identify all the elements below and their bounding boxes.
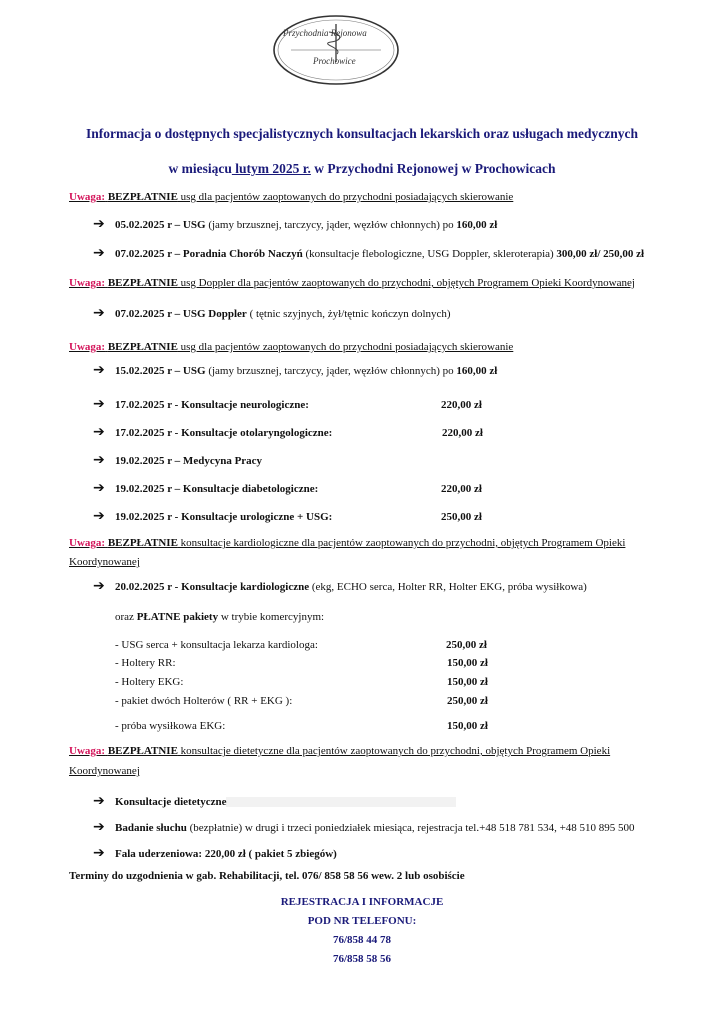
subtitle-part: w Przychodni Rejonowej w Prochowicach — [310, 161, 556, 176]
package-name: - Holtery RR: — [115, 657, 176, 669]
uwaga-label: Uwaga: — [69, 191, 106, 203]
item-desc: (jamy brzusznej, tarczycy, jąder, węzłów chłonnych) po — [205, 365, 457, 377]
arrow-right-icon: ➔ — [93, 245, 105, 261]
section-note — [69, 745, 610, 757]
item-desc: (ekg, ECHO serca, Holter RR, Holter EKG, próba wysiłkowa) — [309, 581, 587, 593]
footer-line: POD NR TELEFONU: — [307, 915, 417, 927]
list-item — [93, 362, 498, 378]
note-text: konsultacje kardiologiczne dla pacjentów zaoptowanych do przychodni, objętych Programem Opieki — [177, 537, 626, 549]
uwaga-label: Uwaga: — [69, 537, 106, 549]
package-name: - pakiet dwóch Holterów ( RR + EKG ): — [115, 695, 293, 707]
arrow-right-icon: ➔ — [93, 819, 105, 835]
arrow-right-icon: ➔ — [93, 305, 105, 321]
package-price: 150,00 zł — [447, 676, 488, 688]
list-item — [93, 793, 227, 809]
free-label: BEZPŁATNIE — [107, 191, 178, 203]
subtitle-month: lutym 2025 r. — [231, 161, 311, 176]
text: oraz — [115, 611, 137, 623]
arrow-right-icon: ➔ — [93, 216, 105, 232]
item-title: 15.02.2025 r – USG — [115, 365, 206, 377]
list-item — [93, 216, 498, 232]
item-price: 220,00 zł — [441, 399, 482, 411]
section-note — [69, 191, 513, 203]
package-price: 250,00 zł — [446, 639, 487, 651]
terms-note: Terminy do uzgodnienia w gab. Rehabilitacji, tel. 076/ 858 58 56 wew. 2 lub osobiście — [69, 870, 465, 882]
note-text: usg Doppler dla pacjentów zaoptowanych do przychodni, objętych Programem Opieki Koordynowanej — [177, 277, 635, 289]
arrow-right-icon: ➔ — [93, 578, 105, 594]
list-item — [93, 396, 309, 412]
arrow-right-icon: ➔ — [93, 845, 105, 861]
package-name: - próba wysiłkowa EKG: — [115, 720, 226, 732]
free-label: BEZPŁATNIE — [107, 341, 178, 353]
uwaga-label: Uwaga: — [69, 277, 106, 289]
logo-line1: Przychodnia Rejonowa — [283, 28, 367, 38]
list-item — [93, 424, 333, 440]
item-title: 17.02.2025 r - Konsultacje otolaryngologiczne: — [115, 427, 333, 439]
list-item — [93, 819, 635, 835]
item-title: 05.02.2025 r – USG — [115, 219, 206, 231]
arrow-right-icon: ➔ — [93, 396, 105, 412]
page-title: Informacja o dostępnych specjalistycznych konsultacjach lekarskich oraz usługach medycznych — [86, 126, 638, 141]
item-title: 07.02.2025 r – Poradnia Chorób Naczyń — [115, 248, 303, 260]
page-subtitle — [0, 161, 724, 177]
free-label: BEZPŁATNIE — [107, 537, 178, 549]
item-desc: (jamy brzusznej, tarczycy, jąder, węzłów chłonnych) po — [205, 219, 457, 231]
arrow-right-icon: ➔ — [93, 793, 105, 809]
package-price: 150,00 zł — [447, 720, 488, 732]
arrow-right-icon: ➔ — [93, 424, 105, 440]
list-item — [93, 452, 263, 468]
package-price: 250,00 zł — [447, 695, 488, 707]
section-note — [69, 537, 625, 549]
package-name: - Holtery EKG: — [115, 676, 184, 688]
item-price: 220,00 zł — [442, 427, 483, 439]
paid-label: PŁATNE pakiety — [136, 611, 219, 623]
arrow-right-icon: ➔ — [93, 452, 105, 468]
item-desc: ( tętnic szyjnych, żył/tętnic kończyn dolnych) — [246, 308, 451, 320]
text: w trybie komercyjnym: — [218, 611, 325, 623]
item-title: Badanie słuchu — [115, 822, 187, 834]
phone-number: 76/858 58 56 — [332, 953, 392, 965]
uwaga-label: Uwaga: — [69, 745, 106, 757]
item-desc: (bezpłatnie) w drugi i trzeci poniedziałek miesiąca, rejestracja tel.+48 518 781 534, +48 510 895 500 — [186, 822, 635, 834]
list-item — [93, 578, 587, 594]
item-price: 250,00 zł — [441, 511, 482, 523]
list-item — [93, 845, 337, 861]
item-title: 17.02.2025 r - Konsultacje neurologiczne: — [115, 399, 309, 411]
paid-packages-heading — [115, 611, 324, 623]
package-name: - USG serca + konsultacja lekarza kardiologa: — [115, 639, 318, 651]
item-title: 19.02.2025 r – Konsultacje diabetologiczne: — [115, 483, 319, 495]
item-price: 220,00 zł — [441, 483, 482, 495]
item-title: 19.02.2025 r – Medycyna Pracy — [115, 455, 263, 467]
item-title: Fala uderzeniowa: 220,00 zł ( pakiet 5 zbiegów) — [115, 848, 337, 860]
note-text-cont: Koordynowanej — [69, 765, 140, 777]
note-text: usg dla pacjentów zaoptowanych do przychodni posiadających skierowanie — [177, 341, 514, 353]
phone-number: 76/858 44 78 — [332, 934, 392, 946]
arrow-right-icon: ➔ — [93, 480, 105, 496]
free-label: BEZPŁATNIE — [107, 277, 178, 289]
free-label: BEZPŁATNIE — [107, 745, 178, 757]
item-price: 160,00 zł — [456, 219, 498, 231]
logo-line2: Prochowice — [313, 56, 356, 66]
list-item — [93, 305, 451, 321]
item-price: 160,00 zł — [456, 365, 498, 377]
note-text-cont: Koordynowanej — [69, 556, 140, 568]
footer-line: REJESTRACJA I INFORMACJE — [280, 896, 444, 908]
list-item — [93, 480, 319, 496]
list-item — [93, 508, 333, 524]
item-desc: (konsultacje flebologiczne, USG Doppler, skleroterapia) — [302, 248, 557, 260]
arrow-right-icon: ➔ — [93, 508, 105, 524]
highlight-bar — [226, 797, 456, 807]
section-note — [69, 341, 513, 353]
item-title: 07.02.2025 r – USG Doppler — [115, 308, 247, 320]
list-item — [93, 245, 645, 261]
package-price: 150,00 zł — [447, 657, 488, 669]
subtitle-part: w miesiącu — [168, 161, 232, 176]
item-title: Konsultacje dietetyczne — [115, 796, 227, 808]
note-text: konsultacje dietetyczne dla pacjentów zaoptowanych do przychodni, objętych Programem Opieki — [177, 745, 611, 757]
item-title: 20.02.2025 r - Konsultacje kardiologiczne — [115, 581, 310, 593]
clinic-logo — [271, 10, 401, 90]
item-price: 300,00 zł/ 250,00 zł — [556, 248, 645, 260]
section-note — [69, 277, 635, 289]
item-title: 19.02.2025 r - Konsultacje urologiczne + USG: — [115, 511, 333, 523]
arrow-right-icon: ➔ — [93, 362, 105, 378]
uwaga-label: Uwaga: — [69, 341, 106, 353]
note-text: usg dla pacjentów zaoptowanych do przychodni posiadających skierowanie — [177, 191, 514, 203]
